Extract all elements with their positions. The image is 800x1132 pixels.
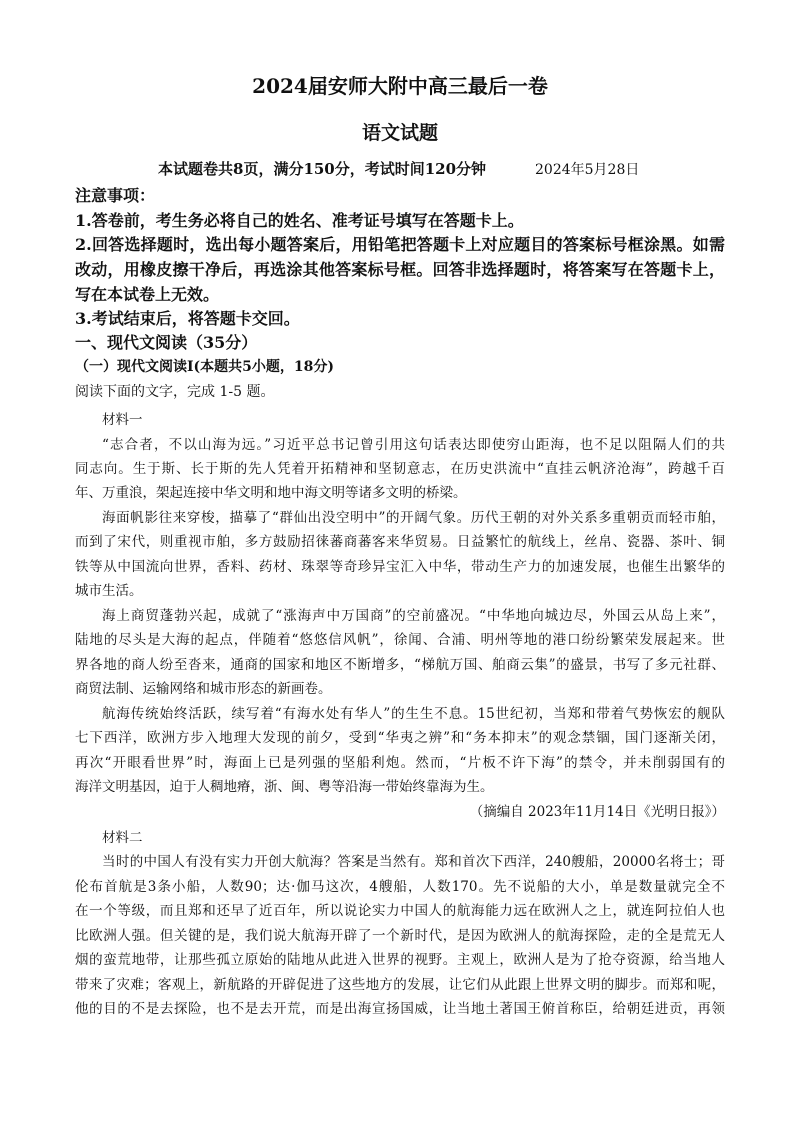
notice-line: 2.回答选择题时，选出每小题答案后，用铅笔把答题卡上对应题目的答案标号框涂黑。如需: [75, 235, 725, 254]
material2-line: 他的目的不是去探险，也不是去开荒，而是出海宣扬国威，让当地土著国王俯首称臣，给朝廷进贡，再领: [75, 1001, 725, 1017]
exam-date: 2024年5月28日: [535, 162, 640, 178]
material1-line: 年、万重浪，架起连接中华文明和地中海文明等诸多文明的桥梁。: [75, 485, 467, 501]
material1-label: 材料一: [102, 412, 143, 428]
material2-label: 材料二: [102, 830, 143, 846]
material1-line: 海面帆影往来穿梭，描摹了“群仙出没空明中”的开阔气象。历代王朝的对外关系多重朝贡而轻市舶，: [102, 510, 725, 526]
notice-line: 改动，用橡皮擦干净后，再选涂其他答案标号框。回答非选择题时，将答案写在答题卡上，: [75, 260, 725, 279]
material2-line: 比欧洲人强。但关键的是，我们说大航海开辟了一个新时代，是因为欧洲人的航海探险，走的全是荒无人: [75, 928, 725, 944]
material2-line: 烟的蛮荒地带，让那些孤立原始的陆地从此进入世界的视野。主观上，欧洲人是为了抢夺资源，给当地人: [75, 952, 725, 968]
notice-line: 写在本试卷上无效。: [75, 285, 220, 304]
section-subheading: （一）现代文阅读Ⅰ(本题共5小题，18分): [75, 359, 335, 375]
section-heading: 一、现代文阅读（35分）: [75, 333, 258, 352]
material1-line: 七下西洋，欧洲方步入地理大发现的前夕，受到“华夷之辨”和“务本抑末”的观念禁锢，国门逐渐关闭，: [75, 730, 725, 746]
material1-source: （摘编自 2023年11月14日《光明日报》）: [469, 804, 725, 820]
notice-line: 3.考试结束后，将答题卡交回。: [75, 309, 300, 328]
material1-line: 航海传统始终活跃，续写着“有海水处有华人”的生生不息。15世纪初，当郑和带着气势恢宏的舰队: [102, 706, 725, 722]
material2-line: 当时的中国人有没有实力开创大航海？答案是当然有。郑和首次下西洋，240艘船，20000名将士；哥: [102, 854, 725, 870]
material2-line: 带来了灾难；客观上，新航路的开辟促进了这些地方的发展，让它们从此跟上世界文明的脚步。而郑和呢，: [75, 977, 725, 993]
material1-line: 商贸法制、运输网络和城市形态的新画卷。: [75, 681, 332, 697]
material1-line: 陆地的尽头是大海的起点，伴随着“悠悠信风帆”，徐闻、合浦、明州等地的港口纷纷繁荣发展起来。世: [75, 632, 725, 648]
material1-line: 而到了宋代，则重视市舶，多方鼓励招徕蕃商蕃客来华贸易。日益繁忙的航线上，丝帛、瓷器、茶叶、铜: [75, 534, 725, 550]
exam-title: 2024届安师大附中高三最后一卷: [252, 74, 548, 98]
material1-line: 海上商贸蓬勃兴起，成就了“涨海声中万国商”的空前盛况。“中华地向城边尽，外国云从岛上来”，: [102, 608, 725, 624]
material1-line: “志合者，不以山海为远。”习近平总书记曾引用这句话表达即使穷山距海，也不足以阻隔人们的共: [102, 437, 725, 453]
material2-line: 伦布首航是3条小船，人数90；达·伽马这次，4艘船，人数170。先不说船的大小，单是数量就完全不: [75, 879, 725, 895]
section-instruction: 阅读下面的文字，完成 1-5 题。: [75, 384, 275, 400]
material1-line: 界各地的商人纷至沓来，通商的国家和地区不断增多，“梯航万国、舶商云集”的盛景，书写了多元社群、: [75, 657, 725, 673]
material2-line: 在一个等级，而且郑和还早了近百年，所以说论实力中国人的航海能力远在欧洲人之上，就连阿拉伯人也: [75, 903, 725, 919]
material1-line: 铁等从中国流向世界，香料、药材、珠翠等奇珍异宝汇入中华，带动生产力的加速发展，也催生出繁华的: [75, 559, 725, 575]
notice-heading: 注意事项：: [75, 186, 156, 205]
material1-line: 海洋文明基因，迫于人稠地瘠，浙、闽、粤等沿海一带始终靠海为生。: [75, 779, 494, 795]
exam-subtitle: 语文试题: [361, 122, 438, 144]
material1-line: 同志向。生于斯、长于斯的先人凭着开拓精神和坚韧意志，在历史洪流中“直挂云帆济沧海”，跨越千百: [75, 461, 725, 477]
notice-line: 1.答卷前，考生务必将自己的姓名、准考证号填写在答题卡上。: [75, 211, 524, 230]
material1-line: 再次“开眼看世界”时，海面上已是列强的坚船利炮。然而，“片板不许下海”的禁令，并未削弱国有的: [75, 755, 725, 771]
material1-line: 城市生活。: [75, 583, 143, 599]
exam-info: 本试题卷共8页，满分150分，考试时间120分钟: [158, 160, 487, 178]
